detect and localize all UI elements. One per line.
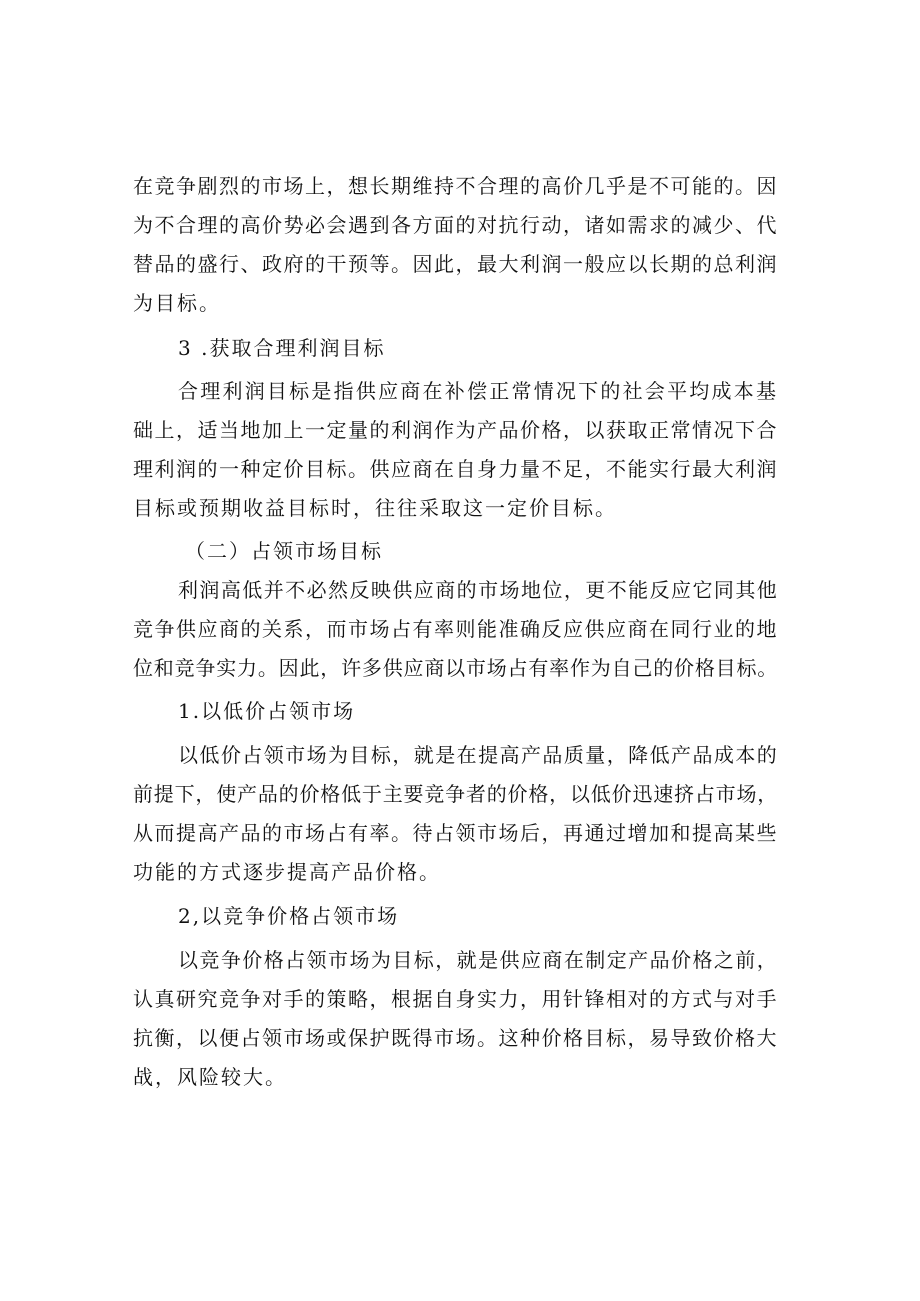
paragraph-5-line-4: 战，风险较大。 <box>133 1065 287 1089</box>
paragraph-5-line-3: 抗衡，以便占领市场或保护既得市场。这种价格目标，易导致价格大 <box>133 1026 778 1050</box>
paragraph-5-line-2: 认真研究竞争对手的策略，根据自身实力，用针锋相对的方式与对手 <box>133 987 778 1011</box>
paragraph-4-line-2: 前提下，使产品的价格低于主要竞争者的价格，以低价迅速挤占市场， <box>133 782 778 806</box>
paragraph-3-line-2: 竞争供应商的关系，而市场占有率则能准确反应供应商在同行业的地 <box>133 617 778 641</box>
paragraph-2-line-4: 目标或预期收益目标时，往往采取这一定价目标。 <box>133 496 617 520</box>
subheading-1: 1.以低价占领市场 <box>178 699 356 723</box>
paragraph-2-line-1: 合理利润目标是指供应商在补偿正常情况下的社会平均成本基 <box>178 379 778 403</box>
paragraph-5-line-1: 以竞争价格占领市场为目标，就是供应商在制定产品价格之前， <box>178 948 778 972</box>
paragraph-1-line-4: 为目标。 <box>133 291 221 315</box>
paragraph-1-line-1: 在竞争剧烈的市场上，想长期维持不合理的高价几乎是不可能的。因 <box>133 174 778 198</box>
paragraph-2-line-2: 础上，适当地加上一定量的利润作为产品价格，以获取正常情况下合 <box>133 418 778 442</box>
paragraph-1-line-3: 替品的盛行、政府的干预等。因此，最大利润一般应以长期的总利润 <box>133 252 778 276</box>
subheading-3: 3 .获取合理利润目标 <box>178 336 386 360</box>
paragraph-4-line-4: 功能的方式逐步提高产品价格。 <box>133 860 441 884</box>
paragraph-3-line-1: 利润高低并不必然反映供应商的市场地位，更不能反应它同其他 <box>178 578 778 602</box>
paragraph-1-line-2: 为不合理的高价势必会遇到各方面的对抗行动，诸如需求的减少、代 <box>133 213 778 237</box>
section-heading-2: （二）占领市场目标 <box>185 539 383 563</box>
paragraph-4-line-1: 以低价占领市场为目标，就是在提高产品质量，降低产品成本的 <box>178 743 778 767</box>
paragraph-4-line-3: 从而提高产品的市场占有率。待占领市场后，再通过增加和提高某些 <box>133 821 778 845</box>
paragraph-3-line-3: 位和竞争实力。因此，许多供应商以市场占有率作为自己的价格目标。 <box>133 656 778 680</box>
paragraph-2-line-3: 理利润的一种定价目标。供应商在自身力量不足，不能实行最大利润 <box>133 457 778 481</box>
subheading-2: 2,以竞争价格占领市场 <box>178 904 400 928</box>
